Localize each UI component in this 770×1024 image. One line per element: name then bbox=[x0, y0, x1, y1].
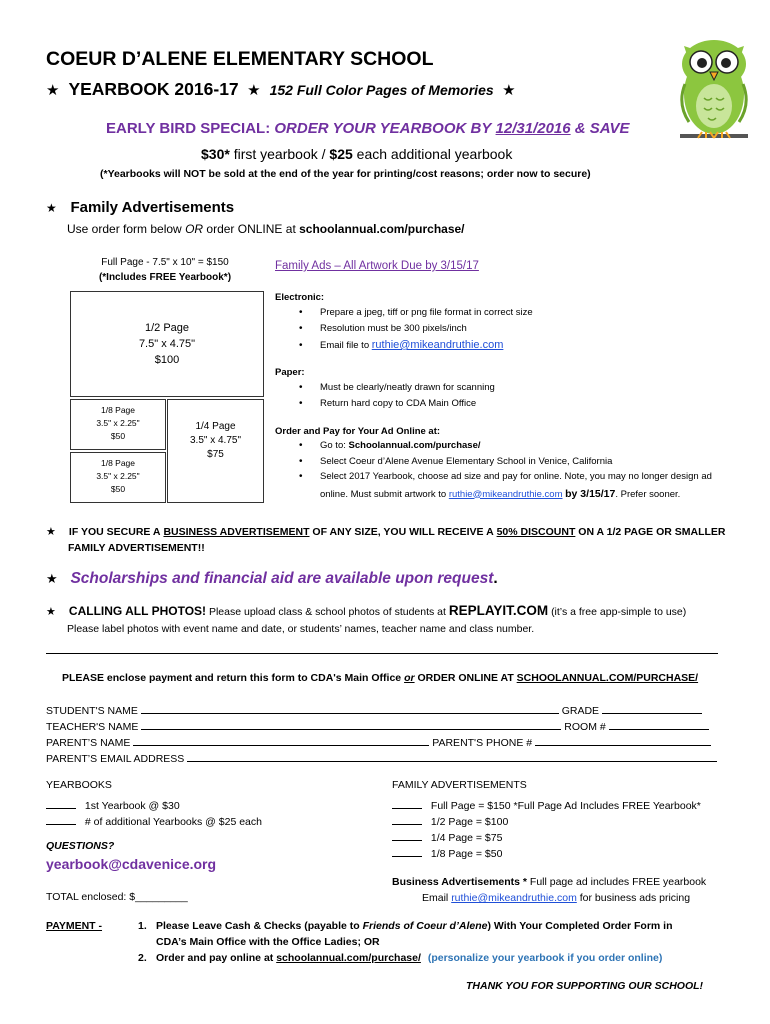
list-item: • Prepare a jpeg, tiff or png file format in correct size bbox=[275, 305, 755, 321]
eighth-page-label: 1/8 Page bbox=[100, 405, 136, 415]
family-ads-form-heading: FAMILY ADVERTISEMENTS bbox=[392, 779, 527, 791]
parent-phone-label: PARENT'S PHONE # bbox=[432, 737, 533, 749]
eighth-page-price: $50 bbox=[110, 484, 126, 494]
list-item: • Must be clearly/neatly drawn for scanning bbox=[275, 380, 755, 396]
price-first-text: first yearbook / bbox=[233, 146, 326, 162]
business-label: Business Advertisements * bbox=[392, 876, 527, 888]
star-icon: ★ bbox=[46, 571, 58, 586]
yearbook-additional-label: # of additional Yearbooks @ $25 each bbox=[84, 816, 262, 828]
order-online-list bbox=[275, 438, 755, 502]
star-icon: ★ bbox=[502, 82, 516, 99]
price-additional-text: each additional yearbook bbox=[356, 146, 513, 162]
yearbooks-section bbox=[46, 777, 262, 830]
early-bird-save: & SAVE bbox=[574, 120, 630, 137]
family-ads-form bbox=[392, 777, 701, 862]
payment-num: 1. bbox=[138, 920, 147, 932]
photos-text: Please upload class & school photos of students at bbox=[208, 606, 446, 618]
use-form-or: OR bbox=[185, 222, 204, 236]
quarter-page-size: 3.5" x 4.75" bbox=[189, 435, 242, 446]
yearbook-first-label: 1st Yearbook @ $30 bbox=[84, 800, 180, 812]
full-page-info bbox=[70, 255, 260, 285]
list-item: • Select Coeur d’Alene Avenue Elementary School in Venice, California bbox=[275, 454, 755, 470]
early-bird-order: ORDER YOUR YEARBOOK BY bbox=[274, 120, 492, 137]
family-ads-title: Family Advertisements bbox=[70, 199, 235, 216]
submit-by: by 3/15/17 bbox=[565, 487, 616, 500]
half-page-label: 1/2 Page bbox=[144, 322, 190, 334]
yearbook-line bbox=[46, 79, 516, 100]
questions-email[interactable]: yearbook@cdavenice.org bbox=[46, 856, 217, 872]
list-item bbox=[275, 336, 755, 354]
parent-row bbox=[46, 735, 718, 751]
star-icon: ★ bbox=[46, 82, 60, 99]
eighth-page-size: 3.5" x 2.25" bbox=[96, 471, 140, 481]
scholarships-text: Scholarships and financial aid are available upon request bbox=[70, 570, 494, 587]
payment-2-text: Order and pay online at bbox=[156, 952, 274, 964]
eighth-page-price: $50 bbox=[110, 431, 126, 441]
payment-options bbox=[138, 918, 728, 966]
email-link[interactable]: ruthie@mikeandruthie.com bbox=[371, 339, 504, 351]
list-item: • Resolution must be 300 pixels/inch bbox=[275, 321, 755, 337]
room-label: ROOM # bbox=[564, 721, 606, 733]
yearbook-first-row bbox=[46, 798, 262, 814]
total-field[interactable]: _________ bbox=[135, 891, 188, 903]
payment-2-note: (personalize your yearbook if you order online) bbox=[427, 952, 663, 964]
list-item: • Select 2017 Yearbook, choose ad size and pay for online. Note, you may no longer design ad bbox=[275, 469, 755, 485]
notice-discount: 50% DISCOUNT bbox=[496, 526, 576, 538]
electronic-label: Electronic: bbox=[275, 292, 325, 303]
email-row bbox=[46, 751, 718, 767]
notice-part: FAMILY ADVERTISEMENT!! bbox=[68, 542, 205, 554]
payment-1-text: CDA’s Main Office with the Office Ladies; OR bbox=[156, 936, 380, 948]
payment-label: PAYMENT - bbox=[46, 920, 103, 932]
grade-field[interactable] bbox=[602, 703, 702, 714]
notice-part: OF ANY SIZE, YOU WILL RECEIVE A bbox=[312, 526, 494, 538]
notice-part: ON A 1/2 PAGE OR SMALLER bbox=[578, 526, 726, 538]
questions-label: QUESTIONS? bbox=[46, 840, 115, 852]
yearbooks-heading: YEARBOOKS bbox=[46, 779, 112, 791]
quarter-page-price: $75 bbox=[207, 449, 224, 460]
notice-business-ad: BUSINESS ADVERTISEMENT bbox=[163, 526, 310, 538]
submit-prefix: online. Must submit artwork to bbox=[320, 488, 447, 500]
goto-url[interactable]: Schoolannual.com/purchase/ bbox=[348, 440, 481, 451]
list-item: • Return hard copy to CDA Main Office bbox=[275, 396, 755, 412]
full-page-includes: (*Includes FREE Yearbook*) bbox=[98, 272, 232, 283]
list-item-continuation bbox=[275, 485, 755, 503]
submit-email-link[interactable]: ruthie@mikeandruthie.com bbox=[448, 488, 563, 500]
enclose-line bbox=[62, 672, 698, 684]
paper-label: Paper: bbox=[275, 367, 305, 378]
payment-2-url[interactable]: schoolannual.com/purchase/ bbox=[276, 952, 421, 964]
use-form-url[interactable]: schoolannual.com/purchase/ bbox=[299, 222, 465, 236]
family-ads-heading bbox=[46, 199, 234, 217]
list-item bbox=[275, 438, 755, 454]
payment-1-text: ) With Your Completed Order Form in bbox=[487, 920, 673, 932]
parent-email-field[interactable] bbox=[187, 751, 717, 762]
enclose-url[interactable]: SCHOOLANNUAL.COM/PURCHASE/ bbox=[516, 672, 699, 684]
star-icon: ★ bbox=[247, 82, 261, 99]
thank-you: THANK YOU FOR SUPPORTING OUR SCHOOL! bbox=[466, 980, 704, 992]
yearbook-title: YEARBOOK 2016-17 bbox=[68, 79, 239, 99]
parent-email-label: PARENT’S EMAIL ADDRESS bbox=[46, 753, 185, 765]
artwork-due: Family Ads – All Artwork Due by 3/15/17 bbox=[275, 260, 479, 272]
quarter-page-label: 1/4 Page bbox=[195, 421, 236, 432]
payment-1-payee: Friends of Coeur d’Alene bbox=[362, 920, 488, 932]
scholarships-period: . bbox=[493, 570, 498, 587]
pages-text: 152 Full Color Pages of Memories bbox=[269, 82, 494, 98]
full-page-row bbox=[392, 798, 701, 814]
use-form-prefix: Use order form below bbox=[67, 222, 182, 236]
business-email-link[interactable]: ruthie@mikeandruthie.com bbox=[451, 892, 577, 904]
star-icon: ★ bbox=[46, 201, 57, 215]
half-page-row bbox=[392, 814, 701, 830]
half-page-size: 7.5" x 4.75" bbox=[138, 338, 196, 350]
full-page-option: Full Page = $150 *Full Page Ad Includes FREE Yearbook* bbox=[430, 800, 701, 812]
full-page-size: Full Page - 7.5" x 10" = $150 bbox=[101, 257, 229, 268]
business-ads-info bbox=[392, 874, 706, 906]
enclose-mid: ORDER ONLINE AT bbox=[417, 672, 514, 684]
eighth-page-size: 3.5" x 2.25" bbox=[96, 418, 140, 428]
yearbook-additional-row bbox=[46, 814, 262, 830]
student-name-label: STUDENT'S NAME bbox=[46, 705, 138, 717]
room-field[interactable] bbox=[609, 719, 709, 730]
total-enclosed bbox=[46, 889, 188, 905]
early-bird-date: 12/31/2016 bbox=[495, 120, 571, 137]
replayit-link[interactable]: REPLAYIT.COM bbox=[448, 603, 549, 618]
cut-line-divider bbox=[46, 653, 718, 654]
owl-mascot-icon bbox=[676, 28, 752, 150]
quarter-page-option: 1/4 Page = $75 bbox=[430, 832, 503, 844]
price-line bbox=[201, 146, 512, 162]
school-title: COEUR D’ALENE ELEMENTARY SCHOOL bbox=[46, 48, 434, 70]
eighth-page-box-a bbox=[70, 399, 166, 450]
business-ads-line1 bbox=[392, 874, 706, 890]
payment-num: 2. bbox=[138, 952, 147, 964]
photos-suffix: (it’s a free app-simple to use) bbox=[551, 606, 687, 618]
teacher-name-label: TEACHER'S NAME bbox=[46, 721, 139, 733]
submit-suffix: . Prefer sooner. bbox=[615, 488, 681, 500]
scholarships-line bbox=[46, 570, 498, 588]
business-text: Full page ad includes FREE yearbook bbox=[529, 876, 707, 888]
enclose-prefix: PLEASE enclose payment and return this form to CDA's Main Office bbox=[62, 672, 402, 684]
eighth-page-box-b bbox=[70, 452, 166, 503]
email-prefix: Email file to bbox=[320, 340, 370, 351]
business-email-prefix: Email bbox=[422, 892, 449, 904]
student-row bbox=[46, 703, 718, 719]
total-label: TOTAL enclosed: $ bbox=[46, 891, 136, 903]
star-icon: ★ bbox=[46, 526, 56, 538]
order-online-label: Order and Pay for Your Ad Online at: bbox=[275, 426, 441, 437]
enclose-or: or bbox=[404, 672, 415, 684]
eighth-page-row bbox=[392, 846, 701, 862]
half-page-price: $100 bbox=[154, 354, 180, 366]
parent-name-label: PARENT’S NAME bbox=[46, 737, 131, 749]
use-form-line bbox=[67, 222, 465, 236]
half-page-option: 1/2 Page = $100 bbox=[430, 816, 509, 828]
photos-line2: Please label photos with event name and date, or students’ names, teacher name and class number. bbox=[67, 623, 535, 635]
quarter-page-field[interactable] bbox=[392, 830, 422, 841]
early-bird-line bbox=[106, 120, 630, 137]
electronic-list bbox=[275, 305, 755, 354]
eighth-page-label: 1/8 Page bbox=[100, 458, 136, 468]
quarter-page-row bbox=[392, 830, 701, 846]
parent-phone-field[interactable] bbox=[535, 735, 711, 746]
price-first: $30* bbox=[201, 146, 230, 162]
photos-heading: CALLING ALL PHOTOS! bbox=[68, 604, 207, 618]
star-icon: ★ bbox=[46, 606, 56, 618]
goto-prefix: Go to: bbox=[320, 440, 346, 451]
student-name-field[interactable] bbox=[141, 703, 559, 714]
full-page-field[interactable] bbox=[392, 798, 422, 809]
half-page-box bbox=[70, 291, 264, 397]
quarter-page-box bbox=[167, 399, 264, 503]
parent-name-field[interactable] bbox=[133, 735, 429, 746]
teacher-name-field[interactable] bbox=[141, 719, 561, 730]
teacher-row bbox=[46, 719, 718, 735]
half-page-field[interactable] bbox=[392, 814, 422, 825]
eighth-page-option: 1/8 Page = $50 bbox=[430, 848, 503, 860]
notice-part: IF YOU SECURE A bbox=[68, 526, 161, 538]
not-sold-note: (*Yearbooks will NOT be sold at the end of the year for printing/cost reasons; order now to secure) bbox=[100, 168, 591, 180]
payment-option-2 bbox=[138, 950, 728, 966]
payment-option-1 bbox=[138, 918, 728, 950]
paper-list bbox=[275, 380, 755, 411]
yearbook-additional-field[interactable] bbox=[46, 814, 76, 825]
payment-1-text: Please Leave Cash & Checks (payable to bbox=[156, 920, 360, 932]
eighth-page-field[interactable] bbox=[392, 846, 422, 857]
business-email-suffix: for business ads pricing bbox=[579, 892, 691, 904]
price-additional: $25 bbox=[329, 146, 353, 162]
yearbook-first-field[interactable] bbox=[46, 798, 76, 809]
use-form-mid: order ONLINE at bbox=[206, 222, 296, 236]
business-notice bbox=[46, 524, 736, 556]
early-bird-label: EARLY BIRD SPECIAL: bbox=[106, 120, 271, 137]
business-ads-line2 bbox=[392, 890, 706, 906]
photos-line bbox=[46, 603, 686, 618]
grade-label: GRADE bbox=[561, 705, 600, 717]
